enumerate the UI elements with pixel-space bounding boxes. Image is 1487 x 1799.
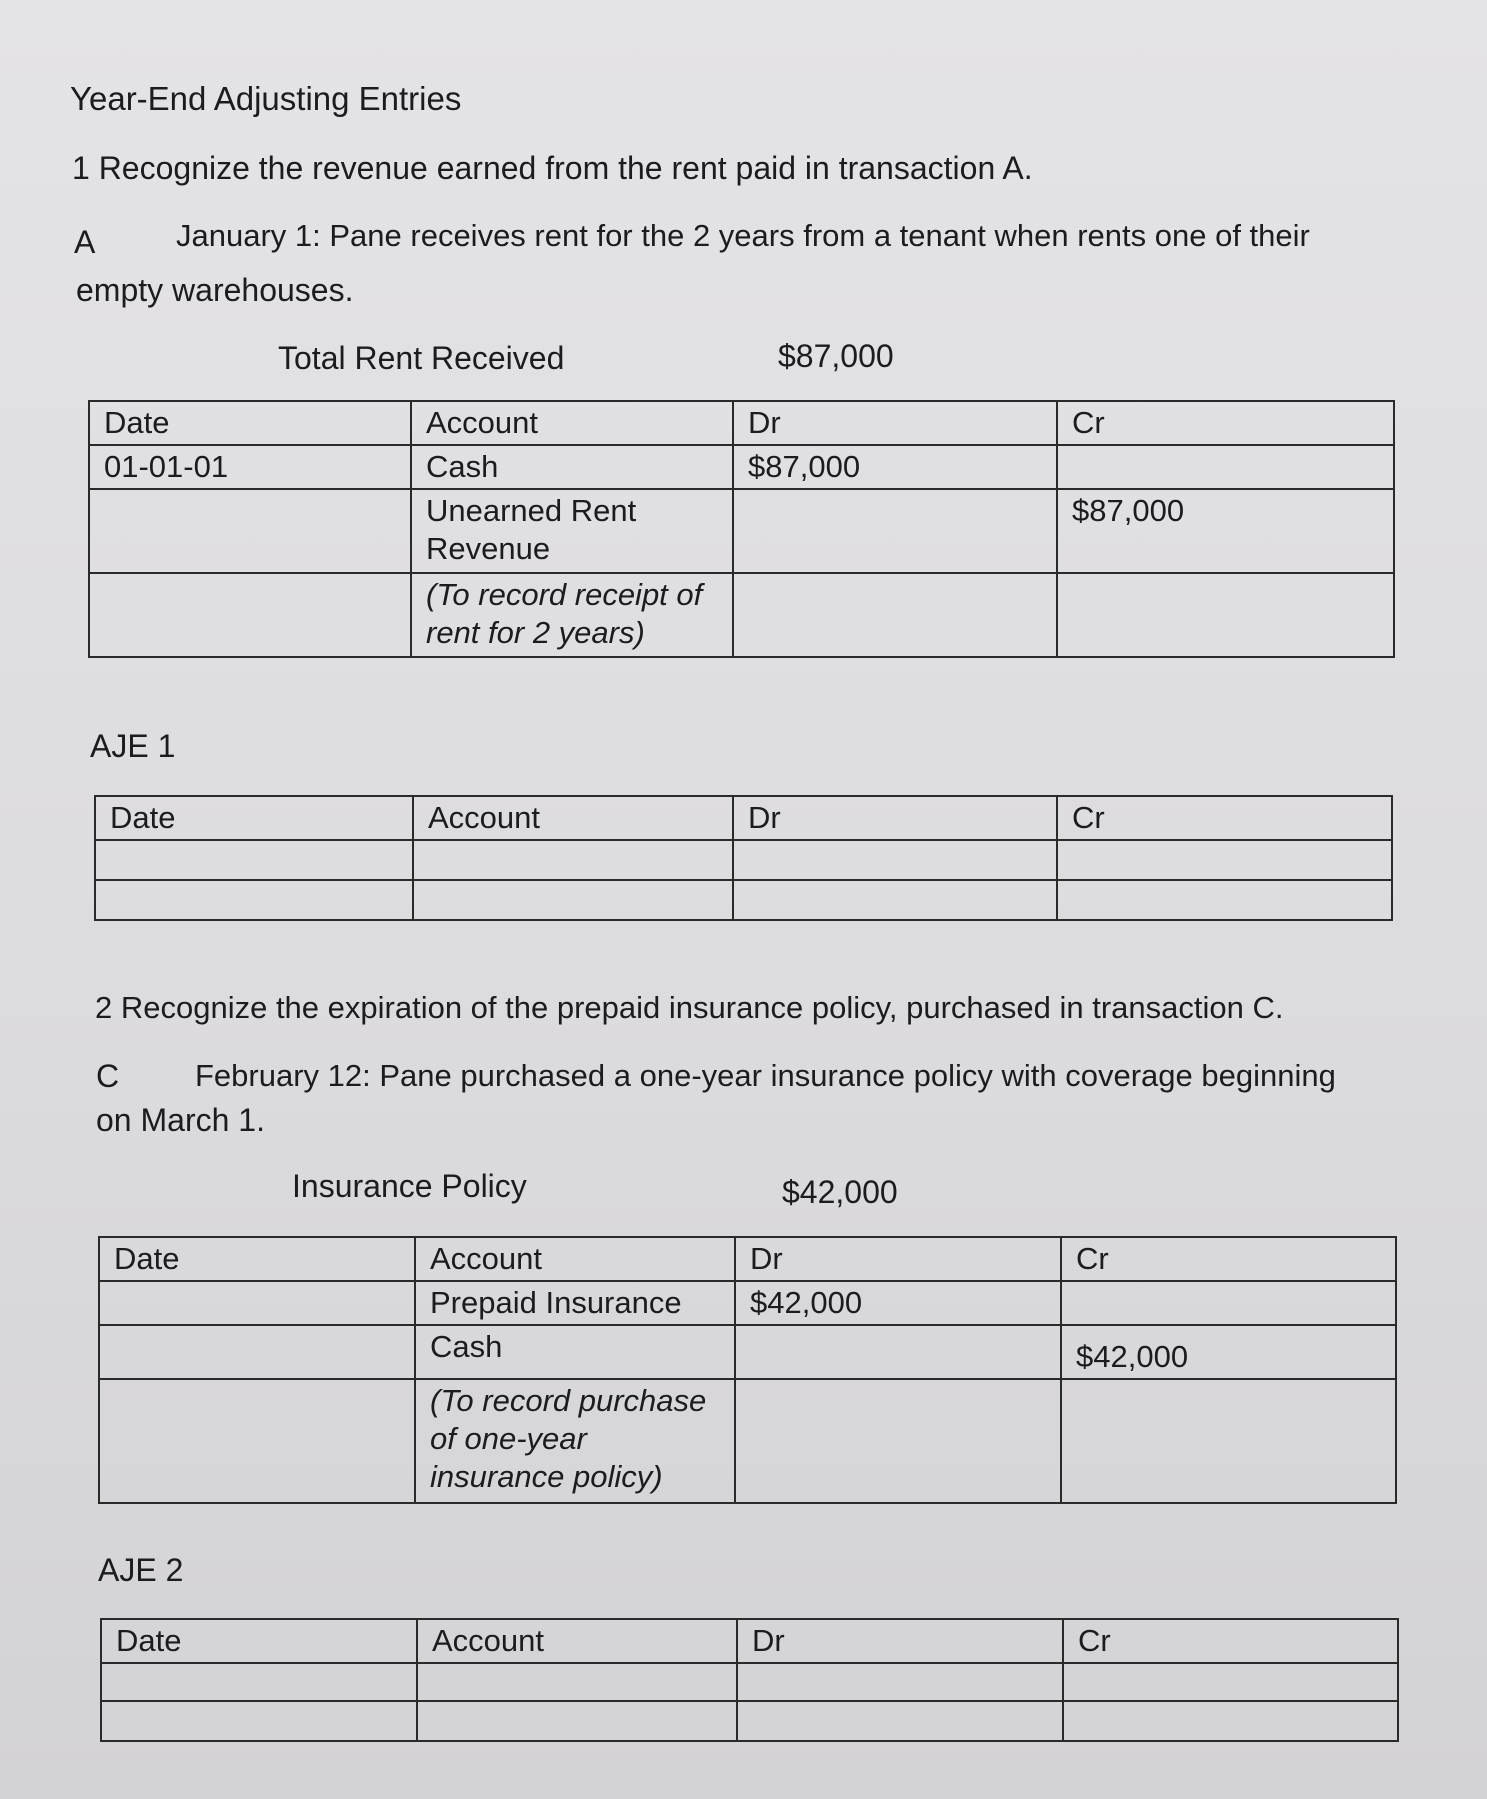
rent-amount-value: $87,000 bbox=[778, 338, 894, 374]
dr-cell[interactable] bbox=[733, 840, 1057, 880]
table-header-row bbox=[95, 796, 1392, 840]
dr-cell bbox=[735, 1379, 1061, 1503]
date-cell bbox=[99, 1379, 415, 1503]
cr-header: Cr bbox=[1057, 401, 1394, 445]
date-cell bbox=[99, 1325, 415, 1379]
cr-cell[interactable] bbox=[1063, 1663, 1398, 1701]
date-cell bbox=[89, 489, 411, 573]
table-row[interactable] bbox=[101, 1701, 1398, 1741]
account-header: Account bbox=[417, 1619, 737, 1663]
date-header: Date bbox=[95, 796, 413, 840]
account-cell: Prepaid Insurance bbox=[415, 1281, 735, 1325]
dr-header: Dr bbox=[735, 1237, 1061, 1281]
aje1-table[interactable] bbox=[94, 795, 1393, 921]
section1-transaction-line2: empty warehouses. bbox=[76, 272, 354, 308]
aje2-label: AJE 2 bbox=[98, 1552, 184, 1588]
section2-transaction-line2: on March 1. bbox=[96, 1102, 265, 1138]
date-cell: 01-01-01 bbox=[89, 445, 411, 489]
aje1-label: AJE 1 bbox=[90, 728, 176, 764]
aje2-table[interactable] bbox=[100, 1618, 1399, 1742]
date-header: Date bbox=[89, 401, 411, 445]
dr-header: Dr bbox=[737, 1619, 1063, 1663]
table-row[interactable] bbox=[95, 880, 1392, 920]
cr-cell: $42,000 bbox=[1061, 1325, 1396, 1379]
date-cell[interactable] bbox=[95, 880, 413, 920]
account-header: Account bbox=[411, 401, 733, 445]
journal-entry-table-2 bbox=[98, 1236, 1397, 1504]
insurance-amount-value: $42,000 bbox=[782, 1174, 898, 1210]
dr-cell[interactable] bbox=[733, 880, 1057, 920]
cr-header: Cr bbox=[1063, 1619, 1398, 1663]
cr-cell bbox=[1061, 1281, 1396, 1325]
insurance-amount-label: Insurance Policy bbox=[292, 1168, 527, 1204]
dr-cell bbox=[733, 573, 1057, 657]
table-row bbox=[99, 1325, 1396, 1379]
dr-header: Dr bbox=[733, 401, 1057, 445]
date-cell[interactable] bbox=[101, 1663, 417, 1701]
memo-cell: (To record receipt of rent for 2 years) bbox=[411, 573, 733, 657]
cr-cell: $87,000 bbox=[1057, 489, 1394, 573]
section2-transaction-letter: C bbox=[96, 1058, 120, 1094]
cr-cell bbox=[1061, 1379, 1396, 1503]
date-cell[interactable] bbox=[95, 840, 413, 880]
table-header-row bbox=[99, 1237, 1396, 1281]
cr-cell[interactable] bbox=[1057, 840, 1392, 880]
dr-cell[interactable] bbox=[737, 1701, 1063, 1741]
journal-entry-table-1 bbox=[88, 400, 1395, 658]
memo-cell: (To record purchase of one-year insurance policy) bbox=[415, 1379, 735, 1503]
account-header: Account bbox=[413, 796, 733, 840]
cr-cell bbox=[1057, 573, 1394, 657]
account-header: Account bbox=[415, 1237, 735, 1281]
section1-transaction-letter: A bbox=[74, 224, 96, 260]
table-row[interactable] bbox=[101, 1663, 1398, 1701]
dr-cell: $87,000 bbox=[733, 445, 1057, 489]
table-row bbox=[99, 1379, 1396, 1503]
date-cell bbox=[99, 1281, 415, 1325]
date-cell[interactable] bbox=[101, 1701, 417, 1741]
section1-transaction-line1: January 1: Pane receives rent for the 2 years from a tenant when rents one of their bbox=[176, 218, 1310, 253]
date-cell bbox=[89, 573, 411, 657]
cr-header: Cr bbox=[1057, 796, 1392, 840]
table-row bbox=[99, 1281, 1396, 1325]
account-cell: Cash bbox=[415, 1325, 735, 1379]
table-row bbox=[89, 573, 1394, 657]
account-cell[interactable] bbox=[413, 840, 733, 880]
rent-amount-label: Total Rent Received bbox=[278, 340, 565, 376]
dr-header: Dr bbox=[733, 796, 1057, 840]
page-title: Year-End Adjusting Entries bbox=[70, 80, 462, 117]
account-cell[interactable] bbox=[417, 1663, 737, 1701]
section1-instruction: 1 Recognize the revenue earned from the rent paid in transaction A. bbox=[72, 150, 1033, 186]
date-header: Date bbox=[101, 1619, 417, 1663]
date-header: Date bbox=[99, 1237, 415, 1281]
section2-instruction: 2 Recognize the expiration of the prepaid insurance policy, purchased in transaction C. bbox=[95, 990, 1284, 1025]
cr-header: Cr bbox=[1061, 1237, 1396, 1281]
dr-cell bbox=[733, 489, 1057, 573]
dr-cell: $42,000 bbox=[735, 1281, 1061, 1325]
cr-cell[interactable] bbox=[1057, 880, 1392, 920]
table-row[interactable] bbox=[95, 840, 1392, 880]
cr-cell bbox=[1057, 445, 1394, 489]
account-cell[interactable] bbox=[417, 1701, 737, 1741]
account-cell: Cash bbox=[411, 445, 733, 489]
table-row bbox=[89, 489, 1394, 573]
table-header-row bbox=[89, 401, 1394, 445]
table-header-row bbox=[101, 1619, 1398, 1663]
section2-transaction-line1: February 12: Pane purchased a one-year insurance policy with coverage beginning bbox=[195, 1058, 1336, 1093]
table-row bbox=[89, 445, 1394, 489]
dr-cell bbox=[735, 1325, 1061, 1379]
cr-cell[interactable] bbox=[1063, 1701, 1398, 1741]
account-cell: Unearned Rent Revenue bbox=[411, 489, 733, 573]
dr-cell[interactable] bbox=[737, 1663, 1063, 1701]
account-cell[interactable] bbox=[413, 880, 733, 920]
